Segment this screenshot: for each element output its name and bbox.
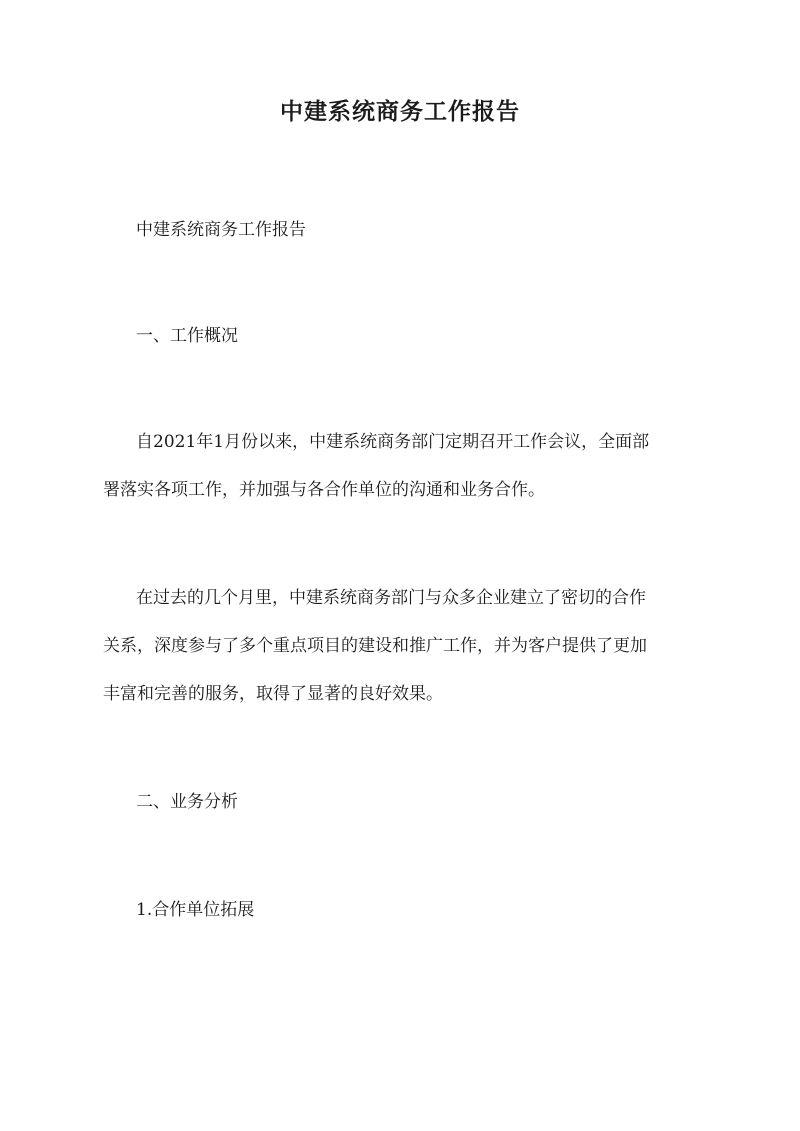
document-subtitle: 中建系统商务工作报告 [136,220,306,240]
subsection-heading-partner-expansion: 1.合作单位拓展 [136,900,255,920]
section-heading-overview: 一、工作概况 [136,326,238,346]
paragraph-line: 丰富和完善的服务，取得了显著的良好效果。 [103,684,443,704]
paragraph-line: 署落实各项工作，并加强与各合作单位的沟通和业务合作。 [103,480,545,500]
paragraph-line: 自2021年1月份以来，中建系统商务部门定期召开工作会议，全面部 [136,432,650,452]
section-heading-business-analysis: 二、业务分析 [136,792,238,812]
document-title: 中建系统商务工作报告 [280,98,520,125]
paragraph-line: 在过去的几个月里，中建系统商务部门与众多企业建立了密切的合作 [136,588,646,608]
paragraph-overview-2 [103,582,703,710]
paragraph-overview-1 [103,426,703,506]
paragraph-line: 关系，深度参与了多个重点项目的建设和推广工作，并为客户提供了更加 [103,636,647,656]
